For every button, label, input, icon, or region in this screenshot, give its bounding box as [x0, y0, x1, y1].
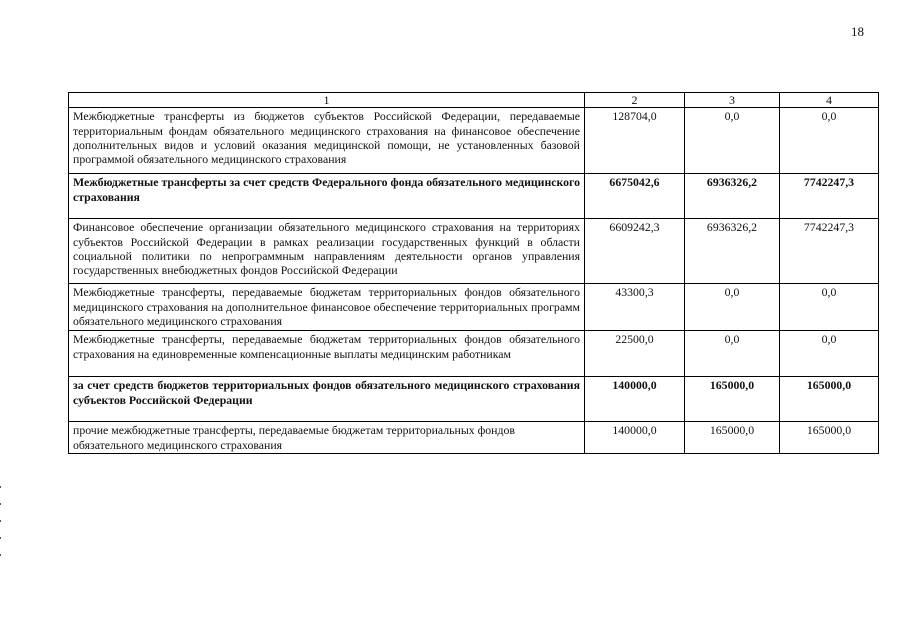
row-value-col2: 43300,3 — [585, 284, 685, 331]
row-value-col4: 165000,0 — [780, 422, 879, 453]
row-value-col4: 0,0 — [780, 284, 879, 331]
table-row — [69, 174, 879, 219]
column-header-3: 3 — [685, 93, 780, 108]
row-value-col3: 165000,0 — [685, 422, 780, 453]
table-row — [69, 108, 879, 174]
row-value-col2: 6609242,3 — [585, 219, 685, 284]
scan-edge-mark — [0, 520, 1, 522]
row-description: Межбюджетные трансферты, передаваемые бюджетам территориальных фондов обязательного страхования на единовременные компенсационные выплаты медицинским работникам — [69, 331, 585, 377]
scan-edge-mark — [0, 554, 1, 556]
row-value-col2: 22500,0 — [585, 331, 685, 377]
column-header-2: 2 — [585, 93, 685, 108]
table-row — [69, 377, 879, 422]
row-value-col4: 0,0 — [780, 331, 879, 377]
row-description: Межбюджетные трансферты из бюджетов субъектов Российской Федерации, передаваемые территориальным фондам обязательного медицинского страхования на финансовое обеспечение дополнительных видов и условий оказания медицинской помощи, не установленных базовой программой обязательного медицинского страхования — [69, 108, 585, 174]
table-row — [69, 331, 879, 377]
row-value-col3: 6936326,2 — [685, 174, 780, 219]
row-value-col3: 165000,0 — [685, 377, 780, 422]
row-value-col3: 0,0 — [685, 108, 780, 174]
scan-edge-mark — [0, 537, 1, 539]
row-value-col4: 7742247,3 — [780, 174, 879, 219]
row-description: прочие межбюджетные трансферты, передаваемые бюджетам территориальных фондов обязательного медицинского страхования — [69, 422, 585, 453]
scan-edge-mark — [0, 503, 1, 505]
row-description: Межбюджетные трансферты, передаваемые бюджетам территориальных фондов обязательного медицинского страхования на дополнительное финансовое обеспечение территориальных программ обязательного медицинского страхования — [69, 284, 585, 331]
row-description: за счет средств бюджетов территориальных фондов обязательного медицинского страхования субъектов Российской Федерации — [69, 377, 585, 422]
column-header-1: 1 — [69, 93, 585, 108]
table-header-row — [69, 93, 879, 108]
table-row — [69, 284, 879, 331]
row-value-col2: 140000,0 — [585, 377, 685, 422]
row-value-col4: 165000,0 — [780, 377, 879, 422]
row-description: Межбюджетные трансферты за счет средств Федерального фонда обязательного медицинского страхования — [69, 174, 585, 219]
row-value-col3: 0,0 — [685, 284, 780, 331]
row-value-col2: 140000,0 — [585, 422, 685, 453]
scan-edge-mark — [0, 486, 1, 488]
page-number: 18 — [851, 24, 864, 39]
row-value-col4: 7742247,3 — [780, 219, 879, 284]
budget-table — [68, 92, 879, 454]
row-value-col4: 0,0 — [780, 108, 879, 174]
row-value-col2: 128704,0 — [585, 108, 685, 174]
column-header-4: 4 — [780, 93, 879, 108]
table-row — [69, 219, 879, 284]
row-value-col2: 6675042,6 — [585, 174, 685, 219]
table-row — [69, 422, 879, 453]
row-description: Финансовое обеспечение организации обязательного медицинского страхования на территориях субъектов Российской Федерации в рамках реализации государственных функций в области социальной политики по непрограммным направлениям деятельности органов управления государственных внебюджетных фондов Российской Федерации — [69, 219, 585, 284]
row-value-col3: 6936326,2 — [685, 219, 780, 284]
row-value-col3: 0,0 — [685, 331, 780, 377]
